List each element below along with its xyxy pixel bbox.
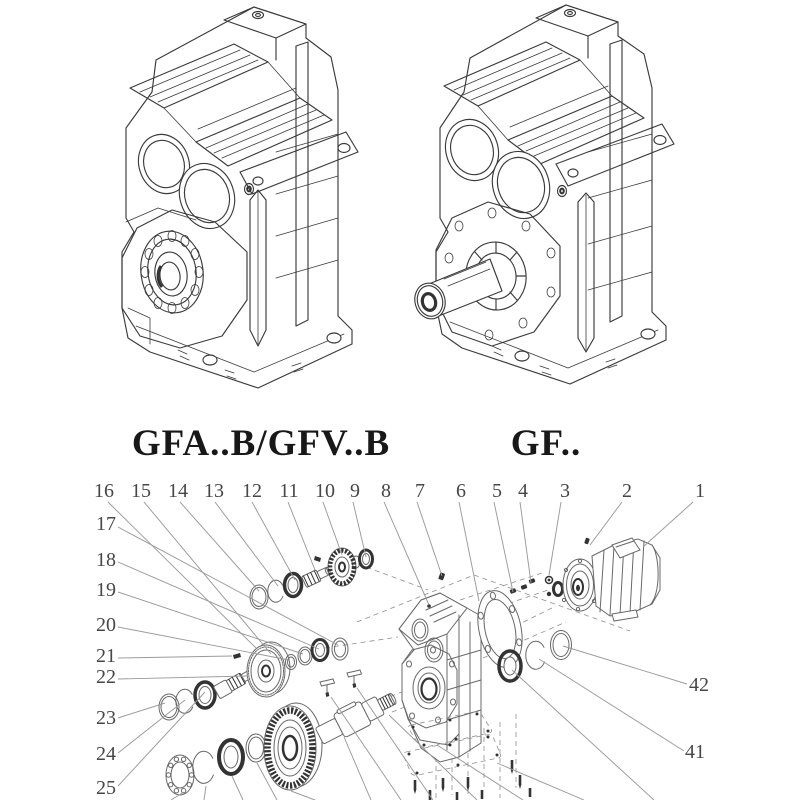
circlip <box>268 580 283 602</box>
callout-number-20: 20 <box>96 614 116 636</box>
exploded-motor <box>547 537 660 621</box>
figure-label-gfab: GFA..B/GFV..B <box>131 423 391 464</box>
callout-number-9: 9 <box>350 480 360 502</box>
callout-number-25: 25 <box>96 777 116 799</box>
circlip <box>193 751 214 783</box>
callout-number-42: 42 <box>689 674 709 696</box>
exploded-intermediate-gear-assembly <box>159 638 348 720</box>
figure-gf-drawing <box>411 5 674 384</box>
leader-line-20 <box>118 627 289 660</box>
exploded-output-shaft <box>313 670 401 748</box>
ball-bearing <box>166 755 194 795</box>
leader-line-15 <box>144 502 271 654</box>
callout-number-13: 13 <box>204 480 224 502</box>
callouts-layer <box>94 480 709 799</box>
leader-line-11 <box>288 502 315 570</box>
callout-number-11: 11 <box>279 480 299 502</box>
exploded-output-gear-assembly <box>166 703 322 795</box>
callout-number-2: 2 <box>622 480 632 502</box>
callout-number-19: 19 <box>96 579 116 601</box>
callout-number-23: 23 <box>96 707 116 729</box>
callout-number-14: 14 <box>168 480 188 502</box>
callout-number-41: 41 <box>685 741 705 763</box>
leader-line-23 <box>118 703 165 718</box>
callout-number-15: 15 <box>131 480 151 502</box>
exploded-input-shaft-assembly <box>250 548 373 609</box>
callout-number-7: 7 <box>415 480 425 502</box>
motor-flange <box>563 559 597 611</box>
leader-line-2 <box>590 502 622 545</box>
leader-line-12 <box>252 502 295 580</box>
parallel-keys <box>320 670 362 697</box>
figure-gfab-drawing <box>122 7 358 388</box>
leader-line-42 <box>563 646 687 684</box>
leader-line-7 <box>417 502 442 576</box>
callout-number-4: 4 <box>518 480 528 502</box>
leader-line-3 <box>549 502 561 575</box>
leader-line-10 <box>323 502 342 555</box>
callout-number-24: 24 <box>96 743 116 765</box>
callout-number-21: 21 <box>96 645 116 667</box>
leader-line-6 <box>459 502 479 601</box>
leader-line-41 <box>539 659 684 751</box>
exploded-view <box>94 480 709 800</box>
callout-number-16: 16 <box>94 480 114 502</box>
figure-label-gf: GF.. <box>510 423 582 464</box>
leader-line-9 <box>353 502 366 557</box>
callout-number-1: 1 <box>695 480 705 502</box>
callout-number-3: 3 <box>560 480 570 502</box>
leader-line-13 <box>215 502 278 586</box>
input-shaft <box>302 565 332 588</box>
leader-line-21 <box>118 656 232 658</box>
leader-line-4 <box>520 502 531 583</box>
leader-line-24 <box>118 700 185 753</box>
callout-number-12: 12 <box>242 480 262 502</box>
callout-number-10: 10 <box>315 480 335 502</box>
leader-line-22 <box>118 676 248 679</box>
callout-number-17: 17 <box>96 513 116 535</box>
callout-number-22: 22 <box>96 666 116 688</box>
exploded-mounting-bolts <box>414 760 531 800</box>
callout-number-8: 8 <box>381 480 391 502</box>
leader-line-1 <box>643 502 693 547</box>
leader-line-16 <box>108 502 256 648</box>
callout-number-18: 18 <box>96 549 116 571</box>
motor-bolt <box>584 537 590 544</box>
small-bolt <box>314 556 321 562</box>
key <box>233 653 241 659</box>
callout-number-6: 6 <box>456 480 466 502</box>
leader-line-14 <box>180 502 259 591</box>
circlip <box>526 641 545 669</box>
leader-line-5 <box>494 502 513 592</box>
callout-number-5: 5 <box>492 480 502 502</box>
